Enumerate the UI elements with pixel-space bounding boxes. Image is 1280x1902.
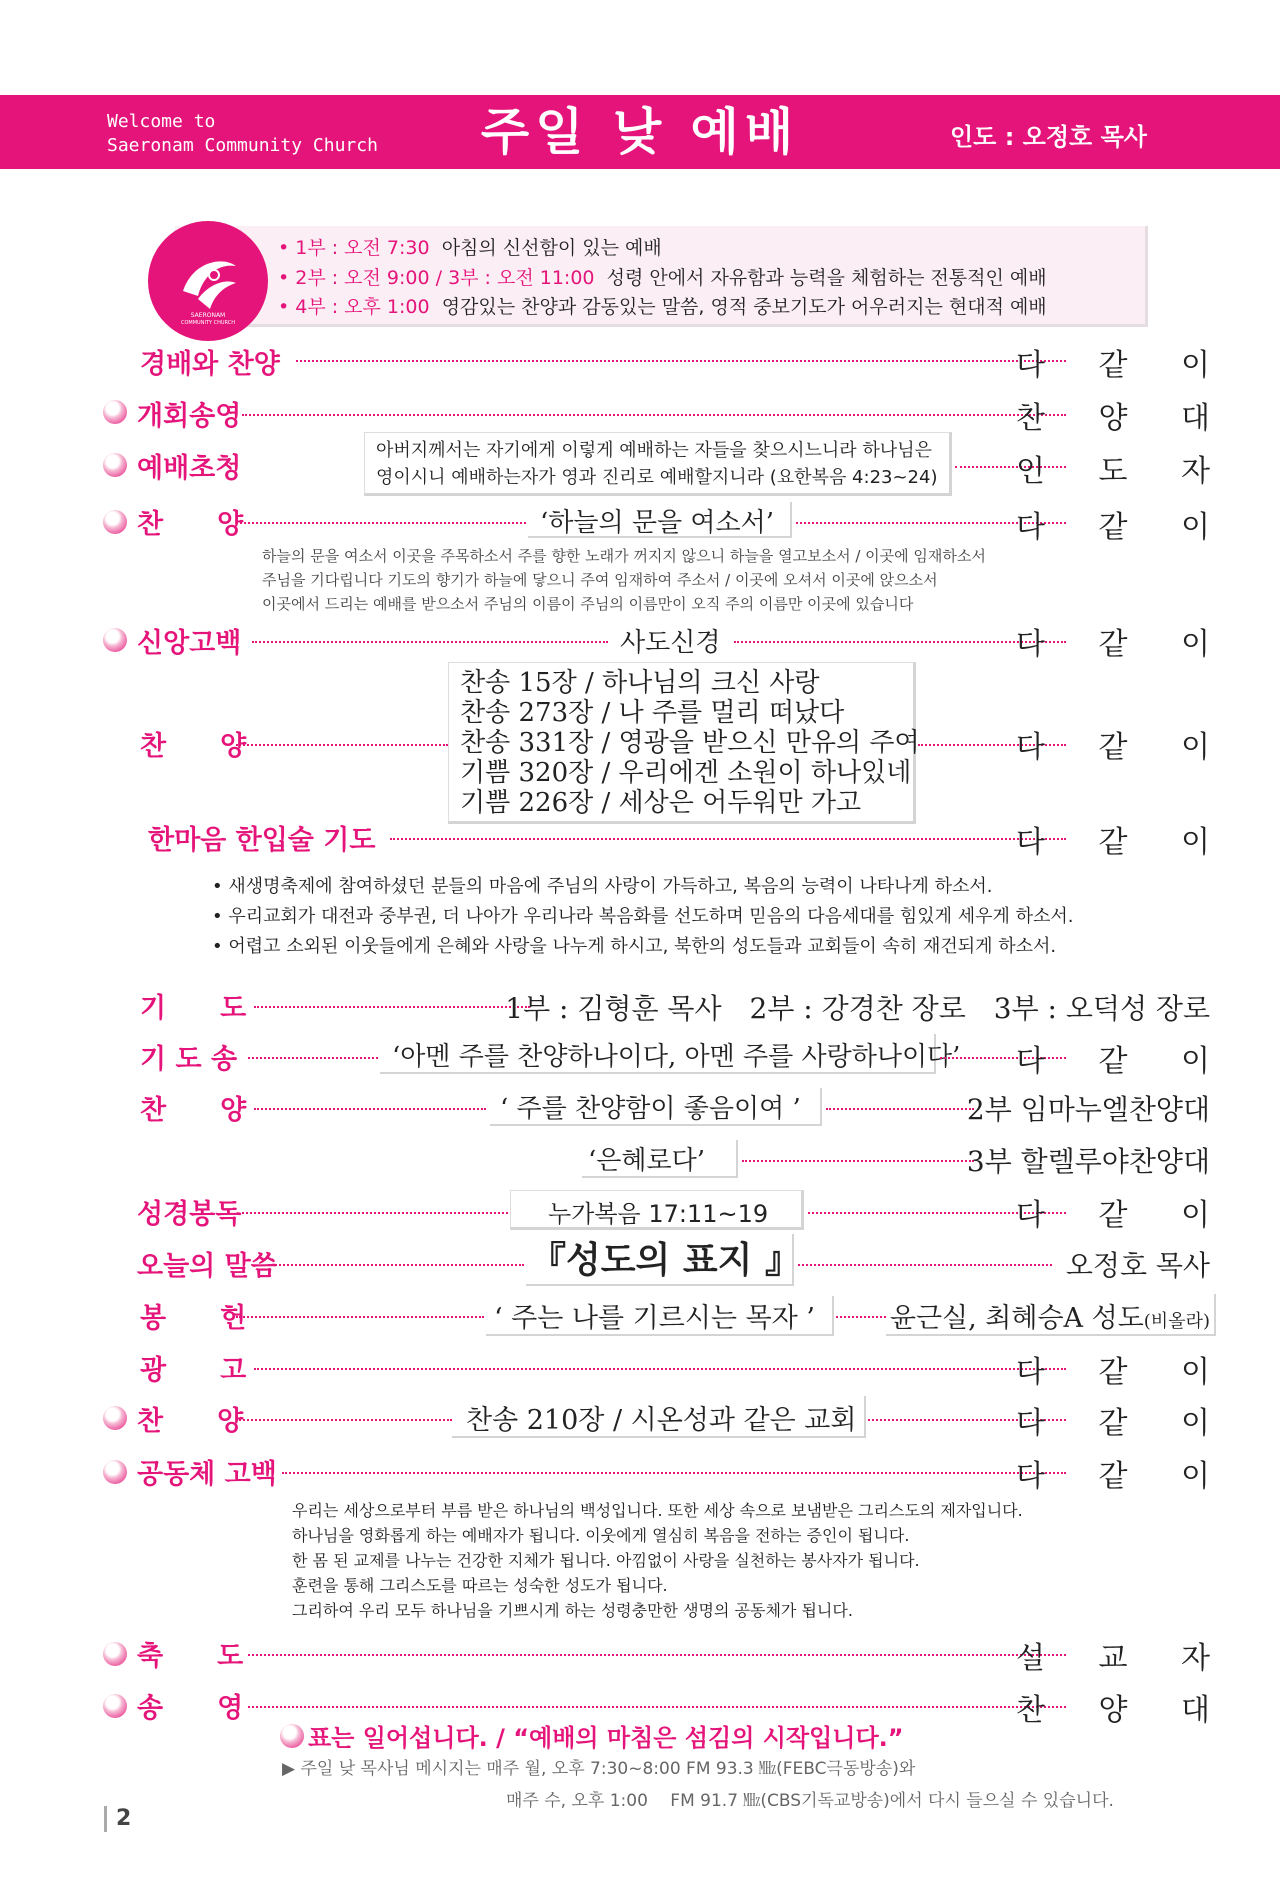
- choir-2-name: 2부 임마누엘찬양대: [966, 1093, 1210, 1126]
- right-community-confession: 다 같 이: [1015, 1459, 1232, 1494]
- dotted-leader: [236, 744, 448, 746]
- right-worship-praise: 다 같 이: [1015, 348, 1232, 383]
- right-prayer-song: 다 같 이: [1015, 1044, 1232, 1079]
- service-desc-3: 영감있는 찬양과 감동있는 말씀, 영적 중보기도가 어우러지는 현대적 예배: [441, 296, 1047, 318]
- service-line-3: [278, 292, 1047, 319]
- broadcast-note-1: ▶ 주일 낮 목사님 메시지는 매주 월, 오후 7:30~8:00 FM 93.3 ㎒(FEBC극동방송)와: [282, 1759, 916, 1779]
- right-call-to-worship: 인 도 자: [1015, 454, 1232, 489]
- right-hymn-1: 다 같 이: [1015, 510, 1232, 545]
- bullet-circle-icon: [103, 453, 127, 477]
- offering-performer: 윤근실, 최혜승A 성도: [889, 1303, 1144, 1334]
- label-worship-praise: 경배와 찬양: [140, 349, 280, 380]
- dotted-leader: [254, 1368, 1066, 1370]
- call-to-worship-text-1: 아버지께서는 자기에게 이렇게 예배하는 자들을 찾으시느니라 하나님은: [376, 440, 932, 461]
- dotted-leader: [236, 1419, 452, 1421]
- bullet-circle-icon: [103, 1406, 127, 1430]
- offering-title: ‘ 주는 나를 기르시는 목자 ’: [494, 1303, 815, 1334]
- hymn-1-lyrics-1: 하늘의 문을 여소서 이곳을 주목하소서 주를 향한 노래가 꺼지지 않으니 하늘을 열고보소서 / 이곳에 임재하소서: [262, 547, 986, 565]
- service-time-1: • 1부 : 오전 7:30: [278, 237, 430, 259]
- service-line-2: [278, 263, 1047, 290]
- hymn-3-title: 찬송 210장 / 시온성과 같은 교회: [466, 1405, 857, 1436]
- bullet-circle-icon: [280, 1724, 304, 1748]
- dotted-leader: [254, 1006, 530, 1008]
- dotted-leader: [248, 1057, 378, 1059]
- dotted-leader: [826, 1108, 974, 1110]
- scripture-title: 누가복음 17:11~19: [548, 1200, 769, 1228]
- bullet-circle-icon: [103, 628, 127, 652]
- dotted-leader: [248, 1706, 1066, 1708]
- choir-3-name: 3부 할렐루야찬양대: [966, 1145, 1210, 1178]
- label-benediction: 축 도: [137, 1641, 244, 1672]
- creed-title: 사도신경: [620, 628, 721, 658]
- welcome-line-1: Welcome to: [107, 111, 216, 132]
- service-time-3: • 4부 : 오후 1:00: [278, 296, 430, 318]
- service-line-1: [278, 233, 662, 260]
- song-item: 찬송 331장 / 영광을 받으신 만유의 주여: [460, 728, 920, 758]
- dotted-leader: [390, 838, 1066, 840]
- page-number: 2: [116, 1806, 132, 1831]
- song-item: 찬송 273장 / 나 주를 멀리 떠났다: [460, 698, 845, 728]
- right-offering: [890, 1296, 1210, 1335]
- sermon-title: 『성도의 표지 』: [530, 1240, 801, 1281]
- right-hymn-2: 다 같 이: [1015, 730, 1232, 765]
- page-number-bar: [104, 1806, 107, 1832]
- song-item: 찬송 15장 / 하나님의 크신 사랑: [460, 668, 820, 698]
- choir-song-2-title: ‘은혜로다’: [588, 1146, 705, 1176]
- right-prayer: 1부 : 김형훈 목사 2부 : 강경찬 장로 3부 : 오덕성 장로: [505, 992, 1210, 1025]
- right-scripture: 다 같 이: [1015, 1198, 1232, 1233]
- church-logo-icon: [148, 221, 268, 341]
- label-scripture: 성경봉독: [137, 1199, 242, 1230]
- label-opening-song: 개회송영: [137, 401, 242, 432]
- page-title: 주일 낮 예배: [480, 103, 800, 161]
- right-closing-song: 찬 양 대: [1015, 1693, 1232, 1728]
- confession-line: 한 몸 된 교제를 나누는 건강한 지체가 됩니다. 아낌없이 사랑을 실천하는 봉사자가 됩니다.: [292, 1551, 920, 1570]
- dotted-leader: [254, 1108, 486, 1110]
- label-hymn-1: 찬 양: [137, 509, 244, 540]
- label-sermon: 오늘의 말씀: [137, 1251, 277, 1282]
- prayer-song-title: ‘아멘 주를 찬양하나이다, 아멘 주를 사랑하나이다’: [392, 1042, 961, 1072]
- dotted-leader: [248, 1654, 1066, 1656]
- confession-line: 하나님을 영화롭게 하는 예배자가 됩니다. 이웃에게 열심히 복음을 전하는 증인이 됩니다.: [292, 1526, 910, 1545]
- label-hymn-2: 찬 양: [140, 731, 247, 762]
- right-creed: 다 같 이: [1015, 627, 1232, 662]
- logo-text-1: SAERONAM: [190, 312, 226, 319]
- offering-instrument: (비올라): [1143, 1311, 1210, 1332]
- dotted-leader: [236, 522, 526, 524]
- service-time-2: • 2부 : 오전 9:00 / 3부 : 오전 11:00: [278, 267, 595, 289]
- logo-text-2: COMMUNITY CHURCH: [180, 320, 236, 326]
- label-announcements: 광 고: [140, 1355, 247, 1386]
- welcome-line-2: Saeronam Community Church: [107, 135, 378, 156]
- dotted-leader: [242, 414, 1066, 416]
- dotted-leader: [282, 1472, 1066, 1474]
- label-prayer: 기 도: [140, 993, 247, 1024]
- right-announcements: 다 같 이: [1015, 1355, 1232, 1390]
- song-item: 기쁨 320장 / 우리에겐 소원이 하나있네: [460, 758, 912, 788]
- label-closing-song: 송 영: [137, 1693, 244, 1724]
- prayer-item: • 우리교회가 대전과 중부권, 더 나아가 우리나라 복음화를 선도하며 믿음의 다음세대를 힘있게 세우게 하소서.: [212, 906, 1074, 927]
- label-call-to-worship: 예배초청: [137, 453, 242, 484]
- bullet-circle-icon: [103, 510, 127, 534]
- label-prayer-song: 기 도 송: [140, 1044, 238, 1075]
- hymn-1-lyrics-2: 주님을 기다립니다 기도의 향기가 하늘에 닿으니 주여 임재하여 주소서 / 이곳에 오셔서 이곳에 앉으소서: [262, 571, 938, 589]
- service-desc-2: 성령 안에서 자유함과 능력을 체험하는 전통적인 예배: [606, 267, 1047, 289]
- right-opening-song: 찬 양 대: [1015, 401, 1232, 436]
- bullet-circle-icon: [103, 1642, 127, 1666]
- choir-song-1-title: ‘ 주를 찬양함이 좋음이여 ’: [500, 1094, 801, 1124]
- label-offering: 봉 헌: [140, 1303, 247, 1334]
- prayer-item: • 어렵고 소외된 이웃들에게 은혜와 사랑을 나누게 하시고, 북한의 성도들과 교회들이 속히 재건되게 하소서.: [212, 936, 1057, 957]
- right-sermon: 오정호 목사: [1065, 1249, 1210, 1282]
- label-hymn-3: 찬 양: [137, 1406, 244, 1437]
- dotted-leader: [742, 1160, 974, 1162]
- hymn-1-title: ‘하늘의 문을 여소서’: [540, 508, 774, 538]
- right-hymn-3: 다 같 이: [1015, 1406, 1232, 1441]
- service-desc-1: 아침의 신선함이 있는 예배: [441, 237, 662, 259]
- bullet-circle-icon: [103, 1460, 127, 1484]
- label-creed: 신앙고백: [137, 628, 242, 659]
- dotted-leader: [236, 1316, 484, 1318]
- song-item: 기쁨 226장 / 세상은 어두워만 가고: [460, 788, 862, 818]
- dotted-leader: [268, 1264, 524, 1266]
- dotted-leader: [252, 641, 608, 643]
- confession-line: 훈련을 통해 그리스도를 따르는 성숙한 성도가 됩니다.: [292, 1576, 668, 1595]
- dotted-leader: [798, 1264, 1052, 1266]
- right-benediction: 설 교 자: [1015, 1641, 1232, 1676]
- dotted-leader: [296, 360, 1066, 362]
- bullet-circle-icon: [103, 400, 127, 424]
- dotted-leader: [242, 1212, 508, 1214]
- broadcast-note-2: 매주 수, 오후 1:00 FM 91.7 ㎒(CBS기독교방송)에서 다시 들으실 수 있습니다.: [506, 1791, 1114, 1811]
- confession-line: 우리는 세상으로부터 부름 받은 하나님의 백성입니다. 또한 세상 속으로 보냄받은 그리스도의 제자입니다.: [292, 1501, 1023, 1520]
- confession-line: 그리하여 우리 모두 하나님을 기쁘시게 하는 성령충만한 생명의 공동체가 됩니다.: [292, 1601, 853, 1620]
- bullet-circle-icon: [103, 1694, 127, 1718]
- label-community-confession: 공동체 고백: [137, 1459, 277, 1490]
- leader-text: 인도 : 오정호 목사: [950, 123, 1147, 151]
- closing-statement: 표는 일어섭니다. / “예배의 마침은 섬김의 시작입니다.”: [308, 1724, 904, 1752]
- label-unison-prayer: 한마음 한입술 기도: [148, 825, 376, 856]
- call-to-worship-text-2: 영이시니 예배하는자가 영과 진리로 예배할지니라 (요한복음 4:23~24): [376, 467, 938, 488]
- right-unison-prayer: 다 같 이: [1015, 825, 1232, 860]
- hymn-1-lyrics-3: 이곳에서 드리는 예배를 받으소서 주님의 이름이 주님의 이름만이 오직 주의 이름만 이곳에 있습니다: [262, 595, 914, 613]
- prayer-item: • 새생명축제에 참여하셨던 분들의 마음에 주님의 사랑이 가득하고, 복음의 능력이 나타나게 하소서.: [212, 876, 993, 897]
- label-choir: 찬 양: [140, 1095, 247, 1126]
- dotted-leader: [836, 1316, 886, 1318]
